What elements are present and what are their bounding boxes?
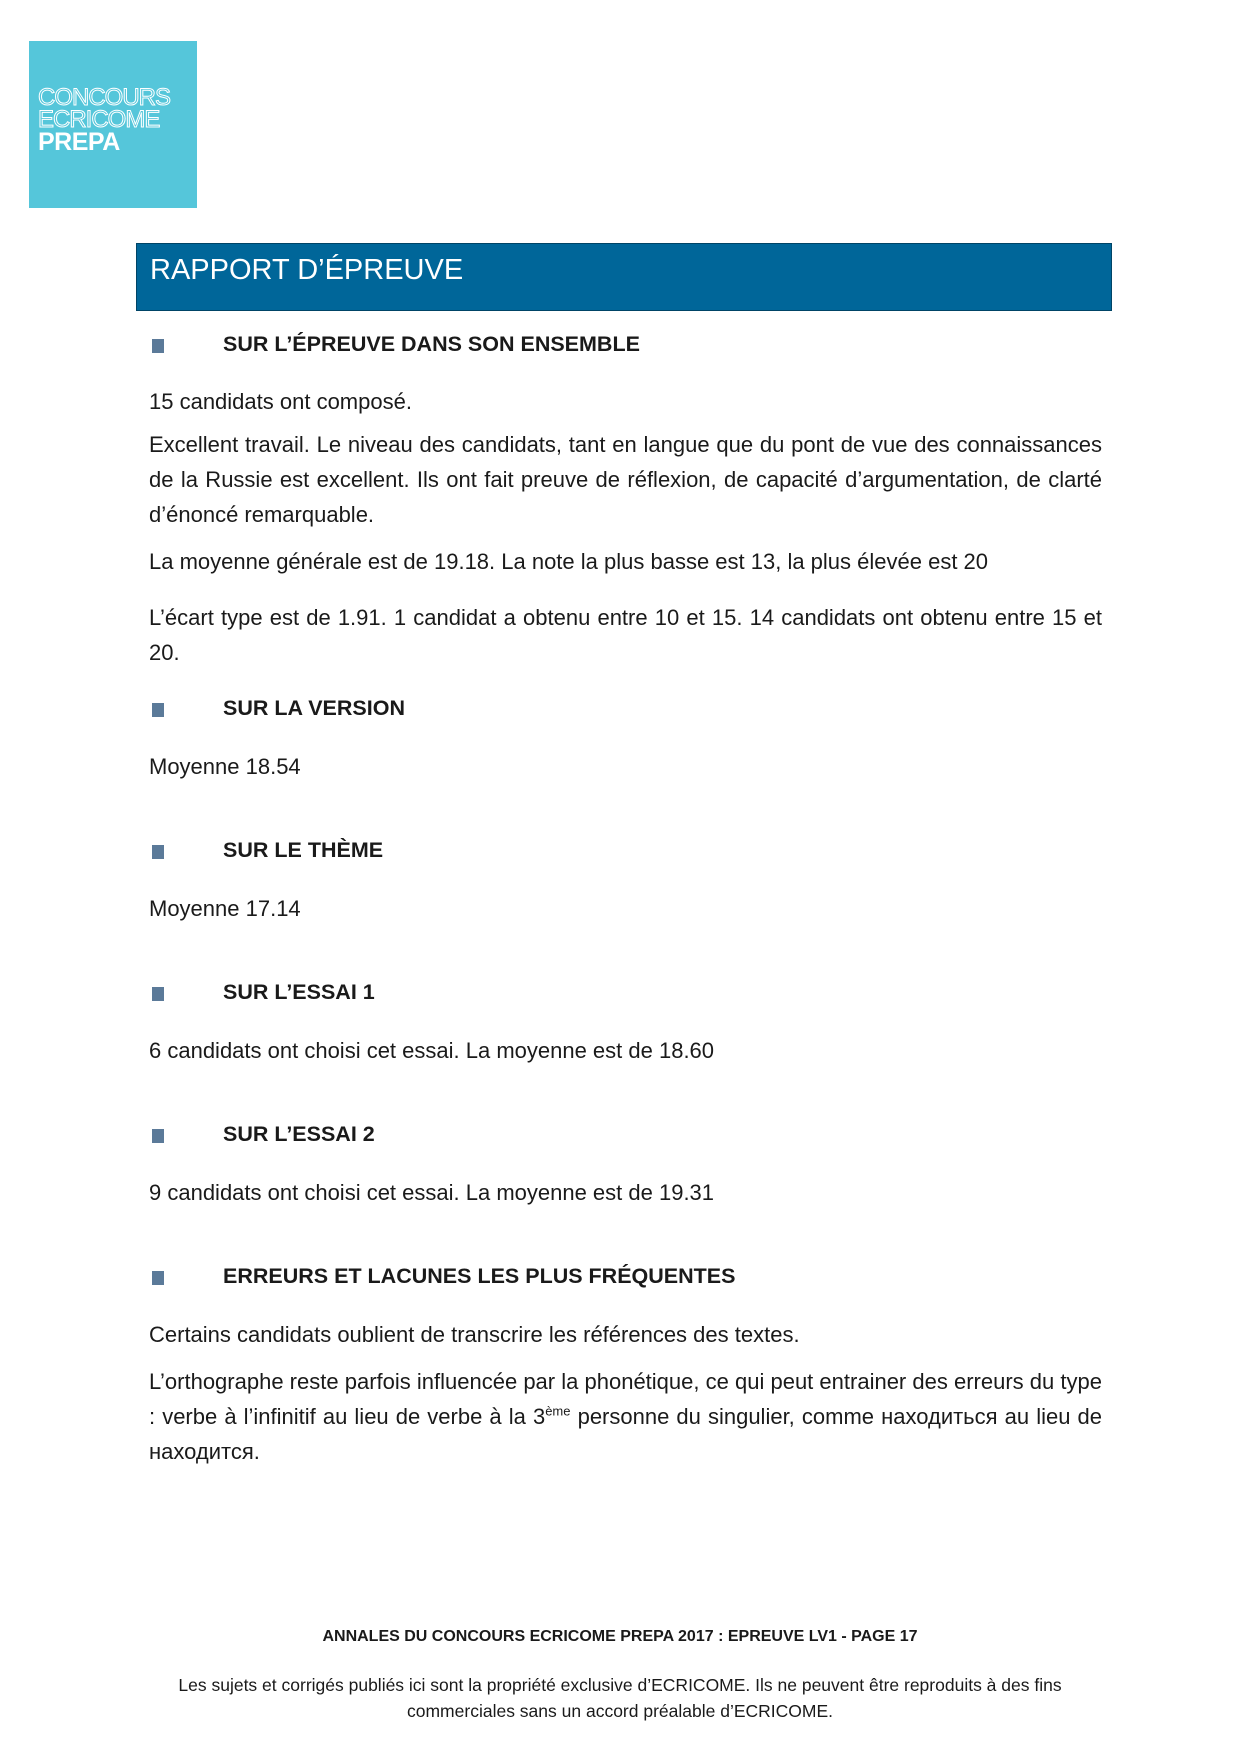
section-bullet-icon	[152, 703, 164, 717]
ensemble-paragraph-3: La moyenne générale est de 19.18. La note la plus basse est 13, la plus élevée est 20	[149, 549, 989, 574]
section-bullet-icon	[152, 1271, 164, 1285]
essai-1-paragraph: 6 candidats ont choisi cet essai. La moyenne est de 18.60	[149, 1038, 715, 1063]
footer-annales-line: ANNALES DU CONCOURS ECRICOME PREPA 2017 : EPREUVE LV1 - PAGE 17	[322, 1628, 918, 1645]
section-bullet-icon	[152, 339, 164, 353]
ensemble-paragraph-1: 15 candidats ont composé.	[149, 389, 412, 414]
theme-paragraph: Moyenne 17.14	[149, 896, 301, 921]
erreurs-paragraph-1: Certains candidats oublient de transcrire les références des textes.	[149, 1322, 800, 1347]
logo-line-prepa: PREPA	[38, 128, 120, 156]
section-title-theme: SUR LE THÈME	[223, 838, 384, 862]
erreurs-paragraph-2-start: L’orthographe reste parfois influencée par la phonétique, ce qui peut entrainer des erreurs du type : verbe à l’infinitif au lieu de verbe à la 3	[149, 1369, 1102, 1429]
report-banner	[136, 243, 1112, 311]
section-bullet-icon	[152, 845, 164, 859]
ensemble-paragraph-2: Excellent travail. Le niveau des candidats, tant en langue que du pont de vue des connaissances de la Russie est excellent. Ils ont fait preuve de réflexion, de capacité d’argumentation, de clarté d’énoncé remarquable.	[149, 432, 1102, 527]
footer-copyright-notice: Les sujets et corrigés publiés ici sont la propriété exclusive d’ECRICOME. Ils ne peuvent être reproduits à des fins commerciales sans un accord préalable d’ECRICOME.	[178, 1675, 1062, 1721]
section-title-essai-2: SUR L’ESSAI 2	[223, 1122, 375, 1146]
erreurs-paragraph-2-end: personne du singulier, comme находиться au lieu de находится.	[149, 1404, 1103, 1464]
section-bullet-icon	[152, 987, 164, 1001]
section-bullet-icon	[152, 1129, 164, 1143]
ensemble-paragraph-4: L’écart type est de 1.91. 1 candidat a obtenu entre 10 et 15. 14 candidats ont obtenu entre 15 et 20.	[149, 605, 1102, 665]
section-title-version: SUR LA VERSION	[223, 696, 405, 720]
section-title-erreurs: ERREURS ET LACUNES LES PLUS FRÉQUENTES	[223, 1264, 736, 1288]
version-paragraph: Moyenne 18.54	[149, 754, 301, 779]
section-title-ensemble: SUR L’ÉPREUVE DANS SON ENSEMBLE	[223, 332, 640, 356]
superscript-ordinal: ème	[545, 1403, 571, 1419]
essai-2-paragraph: 9 candidats ont choisi cet essai. La moyenne est de 19.31	[149, 1180, 715, 1205]
banner-title: RAPPORT D’ÉPREUVE	[150, 254, 464, 286]
erreurs-paragraph-2	[149, 1364, 1102, 1469]
logo-line-concours: CONCOURS	[38, 84, 171, 111]
section-title-essai-1: SUR L’ESSAI 1	[223, 980, 375, 1004]
ecricome-logo	[29, 41, 197, 208]
logo-line-ecricome: ECRICOME	[38, 106, 160, 133]
